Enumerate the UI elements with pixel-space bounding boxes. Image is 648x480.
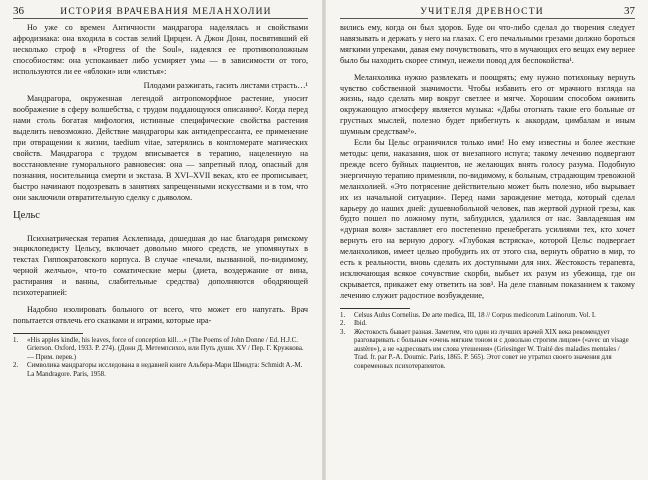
footnote-number: 2. [13,362,19,370]
paragraph: Меланхолика нужно развлекать и поощрять; ему нужно потихоньку вернуть чувство собственной значимости. Чтобы избавить его от мрачного взгляда на жизнь, надо сделать мир вокруг светлее и мягче. Хорошим способом оживить окружающую атмосферу является музыка: «Дабы отогнать такие его больные от грустных мыслей, полезно будет прибегнуть к аккордам, цимбалам и иным шумным средствам²». [340,72,635,137]
running-head-title: ИСТОРИЯ ВРАЧЕВАНИЯ МЕЛАНХОЛИИ [60,7,272,17]
running-header-left [13,4,308,19]
footnote-number: 1. [13,336,19,344]
paragraph: Но уже со времен Античности мандрагора наделялась и свойствами афродизиака: она входила в состав зелий Цирцеи. А Джон Донн, посвятивший ей несколько строф в «Progress of the Soul», надеялся ее противоположным способностям: она успокаивает либо усмиряет умы — в зависимости от того, используются ли ее «яблоки» или «листья»: [13,23,308,76]
footnote-text: Ibid. [354,320,367,328]
footnote-divider [340,308,410,309]
paragraph: вились ему, когда он был здоров. Буде он что-либо сделал до творения следует навязывать и держать у него на глазах. С его печальными грезами должно бороться мягкими упреками, давая ему почувствовать, что в мучающих его вещах ему вернее было бы находить скорее стимул, нежели повод для беспокойства¹. [340,23,635,65]
paragraph: Если бы Цельс ограничился только ими! Но ему известны и более жесткие методы: цепи, наказания, шок от внезапного испуга; такому лечению подвергают прежде всего буйных пациентов, не желающих внять голосу разума. Подобную энергичную терапию применяли, по-видимому, к больным, страдающим тревожной меланхолией. «Это потрясение действительно может быть полезно, ибо вырывает их из начальной ситуации». Перед нами зарождение метода, который сделал карьеру до наших дней: душевнобольной человек, пав жертвой дурной грезы, как будто пошел по ложному пути, заблудился, удалился от нас. Завладевшая им «дурная воля» заставляет его постепенно пренебрегать усилиями тех, кто хочет вернуть его на верную дорогу. «Глубокая встряска», которой Цельс подвергает меланхоликов, имеет целью пробудить их от этого сна, вернуть обратно в мир, то есть к реальности, вновь сделать их доступными для них. Жестокость терапевта, исключающая всякое сочувствие скорби, выбьет их разум из убежища, где он скрывается, прикажет ему ответить на зов³. На деле главным показанием к такому лечению служит радостное возбуждение, [340,138,635,300]
quote-paragraph: Надобно изолировать больного от всего, что может его напугать. Врач попытается отвлечь его сказками и играми, которые нра- [13,304,308,325]
running-header-right [340,4,635,19]
left-page [0,0,322,480]
paragraph: Мандрагора, окруженная легендой антропоморфное растение, уносит воображение в сферу волшебства, с трудом поддающуюся описанию². Когда перед нами столь богатая мифология, истинные специфические свойства растения выделить невозможно. Действие мандрагоры как антидепрессанта, ее применение при отвращении к жизни, taedium vitae, затерялись в конгломерате магических свойств. Мандрагора с трудом вписывается в терапию, нацеленную на восстановление гуморального равновесия: она — запретный плод, опасный для познания, носительница смерти и экстаза. В XVI–XVII веках, кто ее прописывает, быстро начинают подозревать в занятиях запрещенными искусствами и в том, что они заключили отвратительную сделку с дьяволом. [13,94,308,202]
footnote-text: Жестокость бывает разная. Заметим, что один из лучших врачей XIX века рекомендует разговаривать с больным «очень мягким тоном и с довольно строгим лицом» («avec un visage austère»), а не «адресовать им слова утешения» (Griesinger W. Traité des maladies mentales / Trad. fr. par P.-A. Doumic. Paris, 1865. P. 565). Этот совет не утратил своего значения для современных психотерапевтов. [354,328,629,370]
footnote-text: Символика мандрагоры исследована в недавней книге Альбера-Мари Шмидта: Schmidt A.-M. La Mandragore. Paris, 1958. [27,362,303,378]
section-heading: Цельс [13,209,40,221]
paragraph: Психиатрическая терапия Асклепиада, дошедшая до нас благодаря римскому энциклопедисту Цельсу, включает довольно много средств, не упомянутых в текстах Гиппократовского корпуса. В случае «печали, вызванной, по-видимому, черной желчью», что-то соматические меры (диета, воздержание от вина, растирания и ванны, слабительные средства) дополняются ободряющей психотерапией: [13,233,308,298]
running-head-title: УЧИТЕЛЯ ДРЕВНОСТИ [420,7,544,17]
right-page [326,0,648,480]
page-number: 36 [13,5,24,17]
footnote [340,329,635,372]
footnote-text: Celsus Aulus Cornelius. De arte medica, III, 18 // Corpus medicorum Latinorum. Vol. I. [354,311,596,319]
footnote [13,337,308,363]
footnote [340,312,635,321]
verse-quote: Плодами разжигать, гасить листами страсть…¹ [143,80,308,90]
footnote-number: 1. [340,311,346,319]
footnote [13,362,308,379]
footnote-number: 2. [340,320,346,328]
footnote [340,320,635,329]
page-number: 37 [624,5,635,17]
footnote-divider [13,333,83,334]
footnote-text: «His apples kindle, his leaves, force of conception kill…» (The Poems of John Donne / Ed. H.J.C. Grierson. Oxford, 1933. P. 274). (Донн Д. Метемпсихоз, или Путь души. XV / Пер. Г. Кружкова. — Прим. перев.) [27,336,304,361]
footnote-number: 3. [340,328,346,336]
